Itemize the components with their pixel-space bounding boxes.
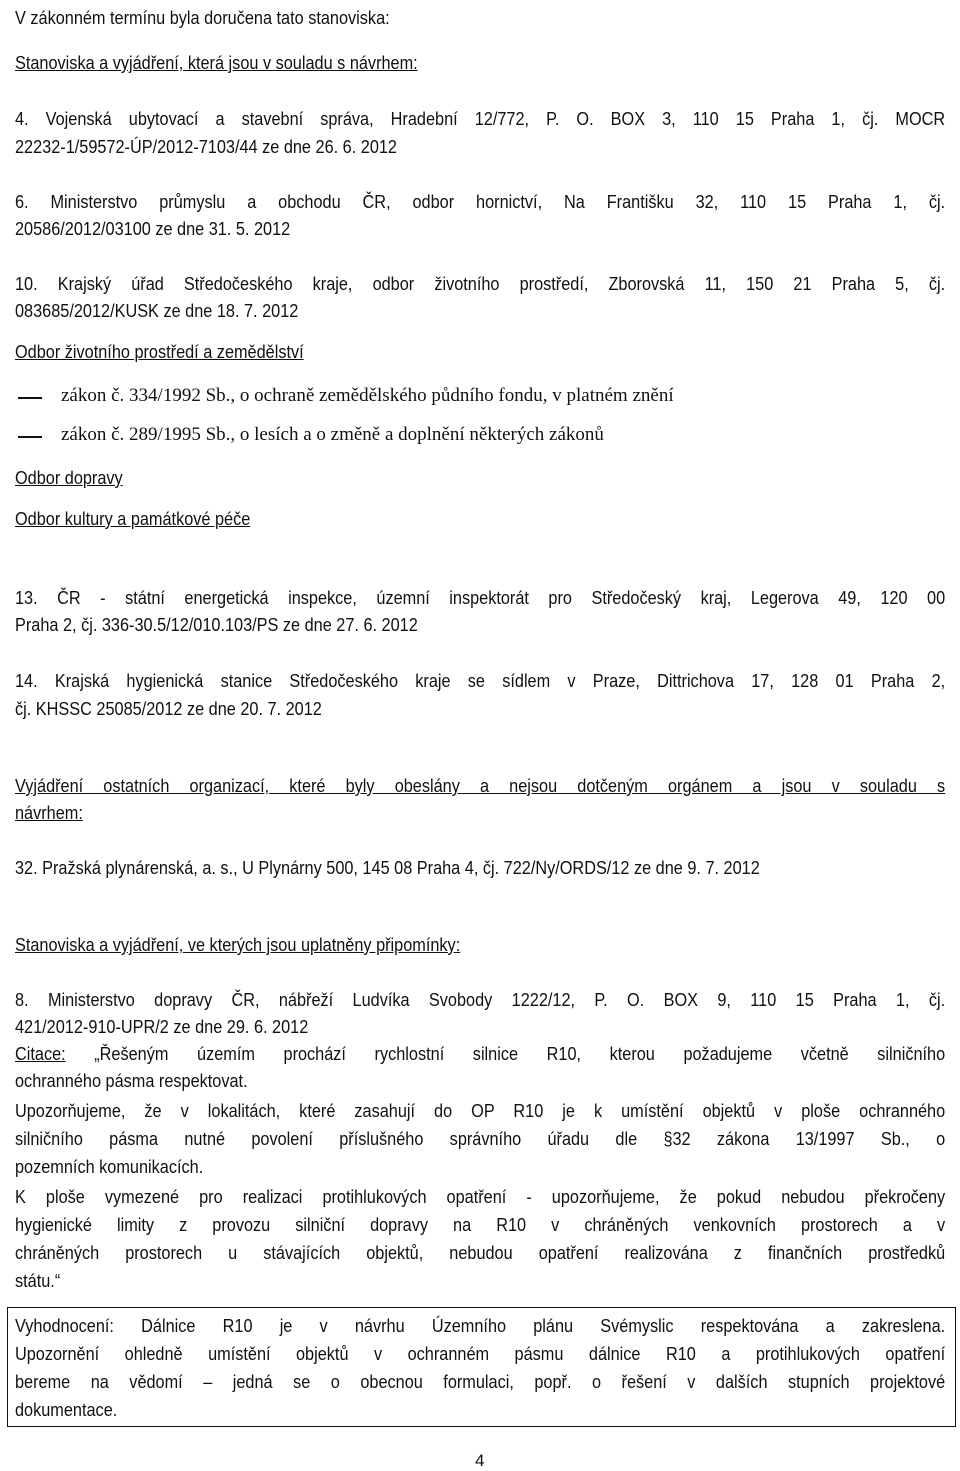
law-334-1992: zákon č. 334/1992 Sb., o ochraně zemědělského půdního fondu, v platném znění: [61, 385, 674, 406]
item-13-line-1: 13. ČR - státní energetická inspekce, územní inspektorát pro Středočeský kraj, Legerova 49, 120 00: [15, 587, 946, 608]
citace-line-1: [15, 1043, 945, 1065]
para3-line-1: K ploše vymezené pro realizaci protihlukových opatření - upozorňujeme, že pokud nebudou překročeny: [15, 1186, 946, 1207]
item-4-line-2: 22232-1/59572-ÚP/2012-7103/44 ze dne 26. 6. 2012: [15, 136, 397, 157]
para3-line-4: státu.“: [15, 1270, 61, 1291]
item-8-line-2: 421/2012-910-UPR/2 ze dne 29. 6. 2012: [15, 1016, 309, 1037]
para2-line-2: silničního pásma nutné povolení příslušného správního úřadu dle §32 zákona 13/1997 Sb., o: [15, 1128, 946, 1149]
citace-text: „Řešeným územím prochází rychlostní silnice R10, kterou požadujeme včetně silničního: [65, 1043, 946, 1064]
item-10-line-2: 083685/2012/KUSK ze dne 18. 7. 2012: [15, 300, 299, 321]
item-6-line-1: 6. Ministerstvo průmyslu a obchodu ČR, odbor hornictví, Na Františku 32, 110 15 Praha 1, čj.: [15, 191, 946, 212]
item-13-line-2: Praha 2, čj. 336-30.5/12/010.103/PS ze dne 27. 6. 2012: [15, 614, 418, 635]
para2-line-3: pozemních komunikacích.: [15, 1156, 204, 1177]
dept-transport: Odbor dopravy: [15, 467, 123, 488]
item-14-line-1: 14. Krajská hygienická stanice Středočeského kraje se sídlem v Praze, Dittrichova 17, 128 01 Praha 2,: [15, 670, 946, 691]
intro-text: V zákonném termínu byla doručena tato stanoviska:: [15, 7, 390, 28]
page-number: 4: [475, 1451, 485, 1470]
evaluation-line-3: bereme na vědomí – jedná se o obecnou formulaci, popř. o řešení v dalších stupních projektové: [15, 1371, 946, 1392]
item-6-line-2: 20586/2012/03100 ze dne 31. 5. 2012: [15, 218, 291, 239]
section-heading-compliant: Stanoviska a vyjádření, která jsou v souladu s návrhem:: [15, 52, 418, 73]
citace-label: Citace:: [15, 1043, 66, 1064]
dept-culture: Odbor kultury a památkové péče: [15, 508, 251, 529]
item-32: 32. Pražská plynárenská, a. s., U Plynárny 500, 145 08 Praha 4, čj. 722/Ny/ORDS/12 ze dne 9. 7. 2012: [15, 857, 760, 878]
section-heading-other-line-2: návrhem:: [15, 802, 83, 823]
list-dash: [18, 436, 42, 438]
item-4-line-1: 4. Vojenská ubytovací a stavební správa, Hradební 12/772, P. O. BOX 3, 110 15 Praha 1, čj. MOCR: [15, 108, 946, 129]
evaluation-line-2: Upozornění ohledně umístění objektů v ochranném pásmu dálnice R10 a protihlukových opatření: [15, 1343, 946, 1364]
section-heading-comments: Stanoviska a vyjádření, ve kterých jsou uplatněny připomínky:: [15, 934, 461, 955]
para3-line-3: chráněných prostorech u stávajících objektů, nebudou opatření realizována z finančních prostředků: [15, 1242, 946, 1263]
dept-environment: Odbor životního prostředí a zemědělství: [15, 341, 304, 362]
section-heading-other-line-1: Vyjádření ostatních organizací, které byly obeslány a nejsou dotčeným orgánem a jsou v souladu s: [15, 775, 946, 796]
list-dash: [18, 397, 42, 399]
item-14-line-2: čj. KHSSC 25085/2012 ze dne 20. 7. 2012: [15, 698, 322, 719]
evaluation-line-4: dokumentace.: [15, 1399, 118, 1420]
evaluation-line-1: Vyhodnocení: Dálnice R10 je v návrhu Územního plánu Svémyslic respektována a zakreslena.: [15, 1315, 946, 1336]
item-10-line-1: 10. Krajský úřad Středočeského kraje, odbor životního prostředí, Zborovská 11, 150 21 Praha 5, čj.: [15, 273, 946, 294]
para2-line-1: Upozorňujeme, že v lokalitách, které zasahují do OP R10 je k umístění objektů v ploše ochranného: [15, 1100, 946, 1121]
law-289-1995: zákon č. 289/1995 Sb., o lesích a o změně a doplnění některých zákonů: [61, 424, 604, 445]
citace-line-2: ochranného pásma respektovat.: [15, 1070, 248, 1091]
item-8-line-1: 8. Ministerstvo dopravy ČR, nábřeží Ludvíka Svobody 1222/12, P. O. BOX 9, 110 15 Praha 1, čj.: [15, 989, 946, 1010]
para3-line-2: hygienické limity z provozu silniční dopravy na R10 v chráněných venkovních prostorech a v: [15, 1214, 946, 1235]
